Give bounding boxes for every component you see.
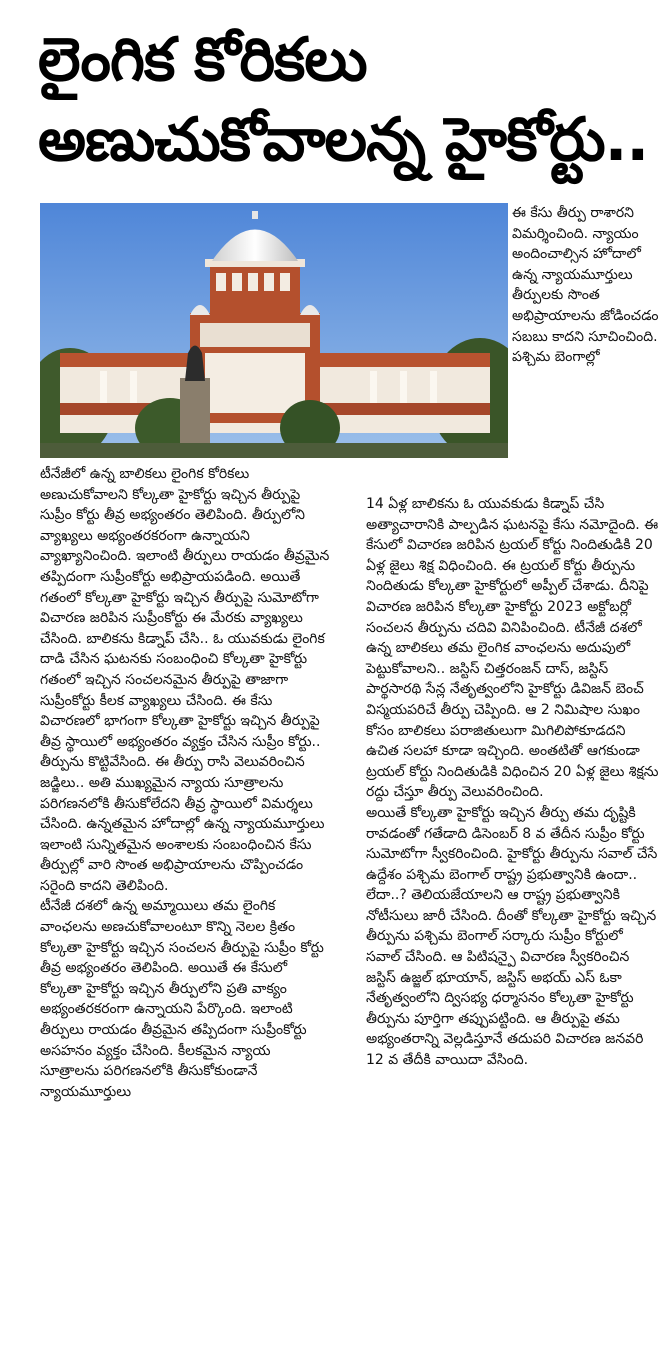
article-paragraph: 14 ఏళ్ల బాలికను ఓ యువకుడు కిడ్నాప్ చేసి అత్యాచారానికి పాల్పడిన ఘటనపై కేసు నమోదైంది. ఈ కేసులో విచారణ జరిపిన ట్రయల్ కోర్టు నిందితుడికి 20 ఏళ్ల జైలు శిక్ష విధించింది. ఈ ట్రయల్ కోర్టు తీర్పును నిందితుడు కోల్కతా హైకోర్టులో అప్పీల్ చేశాడు. దీనిపై విచారణ జరిపిన కోల్కతా హైకోర్టు 2023 అక్టోబర్లో సంచలన తీర్పును చదివి వినిపించింది. టీనేజీ దశలో ఉన్న బాలికలు తమ లైంగిక వాంఛలను అదుపులో పెట్టుకోవాలని.. జస్టిస్ చిత్తరంజన్ దాస్, జస్టిస్ పార్థసారథి సేన్ల నేతృత్వంలోని హైకోర్టు డివిజన్ బెంచ్ విస్మయపరిచే తీర్పు చెప్పింది. ఆ 2 నిమిషాల సుఖం కోసం బాలికలు పరాజితులుగా మిగిలిపోకూడదని ఉచిత సలహా కూడా ఇచ్చింది. అంతటితో ఆగకుండా ట్రయల్ కోర్టు నిందితుడికి విధించిన 20 ఏళ్ల జైలు శిక్షను రద్దు చేస్తూ తీర్పు వెలువరించింది. bbox=[366, 496, 659, 801]
article-column-left bbox=[40, 464, 332, 1102]
article-paragraph: టీనేజీ దశలో ఉన్న అమ్మాయిలు తమ లైంగిక వాంఛలను అణచుకోవాలంటూ కొన్ని నెలల క్రితం కోల్కతా హైకోర్టు ఇచ్చిన సంచలన తీర్పుపై సుప్రీం కోర్టు తీవ్ర అభ్యంతరం తెలిపింది. అయితే ఈ కేసులో కోల్కతా హైకోర్టు ఇచ్చిన తీర్పులోని ప్రతి వాక్యం అభ్యంతరకరంగా ఉన్నాయని పేర్కొంది. ఇలాంటి తీర్పులు రాయడం తీవ్రమైన తప్పిదంగా సుప్రీంకోర్టు అసహనం వ్యక్తం చేసింది. కీలకమైన న్యాయ సూత్రాలను పరిగణనలోకి తీసుకోకుండానే న్యాయమూర్తులు bbox=[40, 898, 324, 1100]
supreme-court-illustration bbox=[40, 203, 508, 458]
supreme-court-photo bbox=[40, 203, 508, 458]
article-paragraph: ఈ కేసు తీర్పు రాశారని విమర్శించింది. న్యాయం అందించాల్సిన హోదాలో ఉన్న న్యాయమూర్తులు తీర్పులకు సొంత అభిప్రాయాలను జోడించడం సబబు కాదని సూచించింది. పశ్చిమ బెంగాల్లో bbox=[512, 205, 659, 366]
article-column-right bbox=[366, 494, 660, 1071]
headline: లైంగిక కోరికలు అణుచుకోవాలన్న హైకోర్టు.. bbox=[38, 25, 649, 175]
article-paragraph: టీనేజీలో ఉన్న బాలికలు లైంగిక కోరికలు అణుచుకోవాలని కోల్కతా హైకోర్టు ఇచ్చిన తీర్పుపై సుప్రీం కోర్టు తీవ్ర అభ్యంతరం తెలిపింది. తీర్పులోని వ్యాఖ్యలు అభ్యంతరకరంగా ఉన్నాయని వ్యాఖ్యానించింది. ఇలాంటి తీర్పులు రాయడం తీవ్రమైన తప్పిదంగా సుప్రీంకోర్టు అభిప్రాయపడింది. అయితే గతంలో కోల్కతా హైకోర్టు ఇచ్చిన తీర్పుపై సుమోటోగా విచారణ జరిపిన సుప్రీంకోర్టు ఈ మేరకు వ్యాఖ్యలు చేసింది. బాలికను కిడ్నాప్ చేసి.. ఓ యువకుడు లైంగిక దాడి చేసిన ఘటనకు సంబంధించి కోల్కతా హైకోర్టు గతంలో ఇచ్చిన సంచలనమైన తీర్పుపై తాజాగా సుప్రీంకోర్టు కీలక వ్యాఖ్యలు చేసింది. ఈ కేసు విచారణలో భాగంగా కోల్కతా హైకోర్టు ఇచ్చిన తీర్పుపై తీవ్ర స్థాయిలో అభ్యంతరం వ్యక్తం చేసిన సుప్రీం కోర్టు.. తీర్పును కొట్టివేసింది. ఈ తీర్పు రాసి వెలువరించిన జడ్జిలు.. అతి ముఖ్యమైన న్యాయ సూత్రాలను పరిగణనలోకి తీసుకోలేదని తీవ్ర స్థాయిలో విమర్శలు చేసింది. ఉన్నతమైన హోదాల్లో ఉన్న న్యాయమూర్తులు ఇలాంటి సున్నితమైన అంశాలకు సంబంధించిన కేసు తీర్పుల్లో వారి సొంత అభిప్రాయాలను చొప్పించడం సరైంది కాదని తెలిపింది. bbox=[40, 466, 330, 894]
article-column-top-right bbox=[512, 203, 660, 368]
article-paragraph: అయితే కోల్కతా హైకోర్టు ఇచ్చిన తీర్పు తమ దృష్టికి రావడంతో గతేడాది డిసెంబర్ 8 వ తేదీన సుప్రీం కోర్టు సుమోటోగా స్వీకరించింది. హైకోర్టు తీర్పును సవాల్ చేసే ఉద్దేశం పశ్చిమ బెంగాల్ రాష్ట్ర ప్రభుత్వానికి ఉందా.. లేదా..? తెలియజేయాలని ఆ రాష్ట్ర ప్రభుత్వానికి నోటీసులు జారీ చేసింది. దీంతో కోల్కతా హైకోర్టు ఇచ్చిన తీర్పును పశ్చిమ బెంగాల్ సర్కారు సుప్రీం కోర్టులో సవాల్ చేసింది. ఆ పిటిషన్పై విచారణ స్వీకరించిన జస్టిస్ ఉజ్జల్ భూయాన్, జస్టిస్ అభయ్ ఎస్ ఓకా నేతృత్వంలోని ద్విసభ్య ధర్మాసనం కోల్కతా హైకోర్టు తీర్పును పూర్తిగా తప్పుపట్టింది. ఆ తీర్పుపై తమ అభ్యంతరాన్ని వెల్లడిస్తూనే తదుపరి విచారణ జనవరి 12 వ తేదీకి వాయిదా వేసింది. bbox=[366, 804, 658, 1069]
